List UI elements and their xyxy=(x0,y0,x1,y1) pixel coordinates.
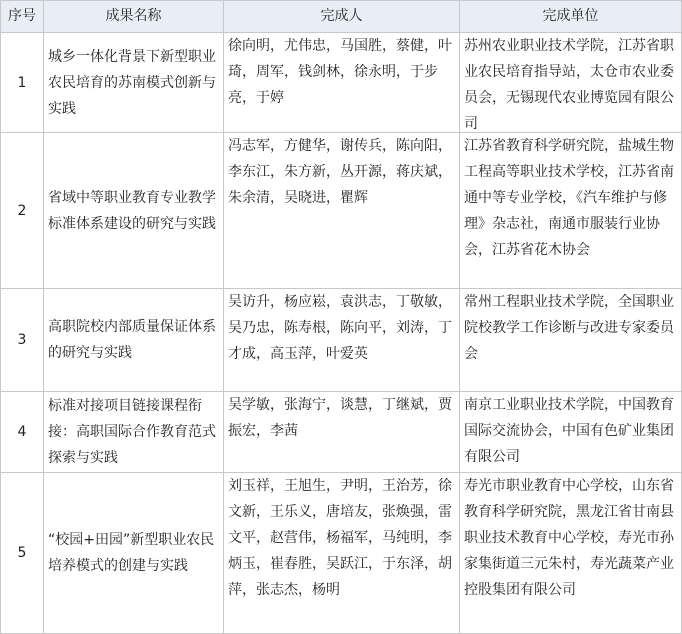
table-row xyxy=(0,392,682,473)
header-no: 序号 xyxy=(0,1,44,32)
header-units: 完成单位 xyxy=(460,1,682,32)
table-row xyxy=(0,289,682,392)
row-people: 冯志军，方健华，谢传兵，陈向阳，李东江，朱方新，丛开源，蒋庆斌，朱余清，吴晓进，瞿辉 xyxy=(224,133,460,288)
row-people: 吴学敏，张海宁，谈慧，丁继斌，贾振宏，李茜 xyxy=(224,392,460,472)
row-people: 刘玉祥，王旭生，尹明，王治芳，徐文新，王乐义，唐培友，张焕强，雷文平，赵营伟，杨福军，马纯明，李炳玉，崔春胜，吴跃江，于东泽，胡萍，张志杰，杨明 xyxy=(224,473,460,633)
row-units: 寿光市职业教育中心学校，山东省教育科学研究院，黑龙江省甘南县职业技术教育中心学校，寿光市孙家集街道三元朱村，寿光蔬菜产业控股集团有限公司 xyxy=(460,473,682,633)
row-no: 2 xyxy=(0,133,44,288)
row-units: 常州工程职业技术学院，全国职业院校教学工作诊断与改进专家委员会 xyxy=(460,289,682,391)
row-people: 徐向明，尤伟忠，马国胜，蔡健，叶琦，周军，钱剑林，徐永明，于步亮，于婷 xyxy=(224,33,460,132)
row-no: 4 xyxy=(0,392,44,472)
row-name: 标准对接项目链接课程衔接：高职国际合作教育范式探索与实践 xyxy=(44,392,224,472)
row-units: 苏州农业职业技术学院，江苏省职业农民培育指导站，太仓市农业委员会，无锡现代农业博览园有限公司 xyxy=(460,33,682,132)
row-units: 江苏省教育科学研究院，盐城生物工程高等职业技术学校，江苏省南通中等专业学校，《汽车维护与修理》杂志社，南通市服装行业协会，江苏省花木协会 xyxy=(460,133,682,288)
row-no: 5 xyxy=(0,473,44,633)
row-people: 吴访升，杨应崧，袁洪志，丁敬敏，吴乃忠，陈寿根，陈向平，刘涛，丁才成，高玉萍，叶爱英 xyxy=(224,289,460,391)
table-row xyxy=(0,133,682,289)
table-row xyxy=(0,473,682,634)
row-name: 城乡一体化背景下新型职业农民培育的苏南模式创新与实践 xyxy=(44,33,224,132)
header-name: 成果名称 xyxy=(44,1,224,32)
row-name: 省域中等职业教育专业教学标准体系建设的研究与实践 xyxy=(44,133,224,288)
table-header-row xyxy=(0,0,682,33)
row-name: “校园+田园”新型职业农民培养模式的创建与实践 xyxy=(44,473,224,633)
header-people: 完成人 xyxy=(224,1,460,32)
table-row xyxy=(0,33,682,133)
row-no: 1 xyxy=(0,33,44,132)
row-name: 高职院校内部质量保证体系的研究与实践 xyxy=(44,289,224,391)
row-no: 3 xyxy=(0,289,44,391)
row-units: 南京工业职业技术学院，中国教育国际交流协会，中国有色矿业集团有限公司 xyxy=(460,392,682,472)
